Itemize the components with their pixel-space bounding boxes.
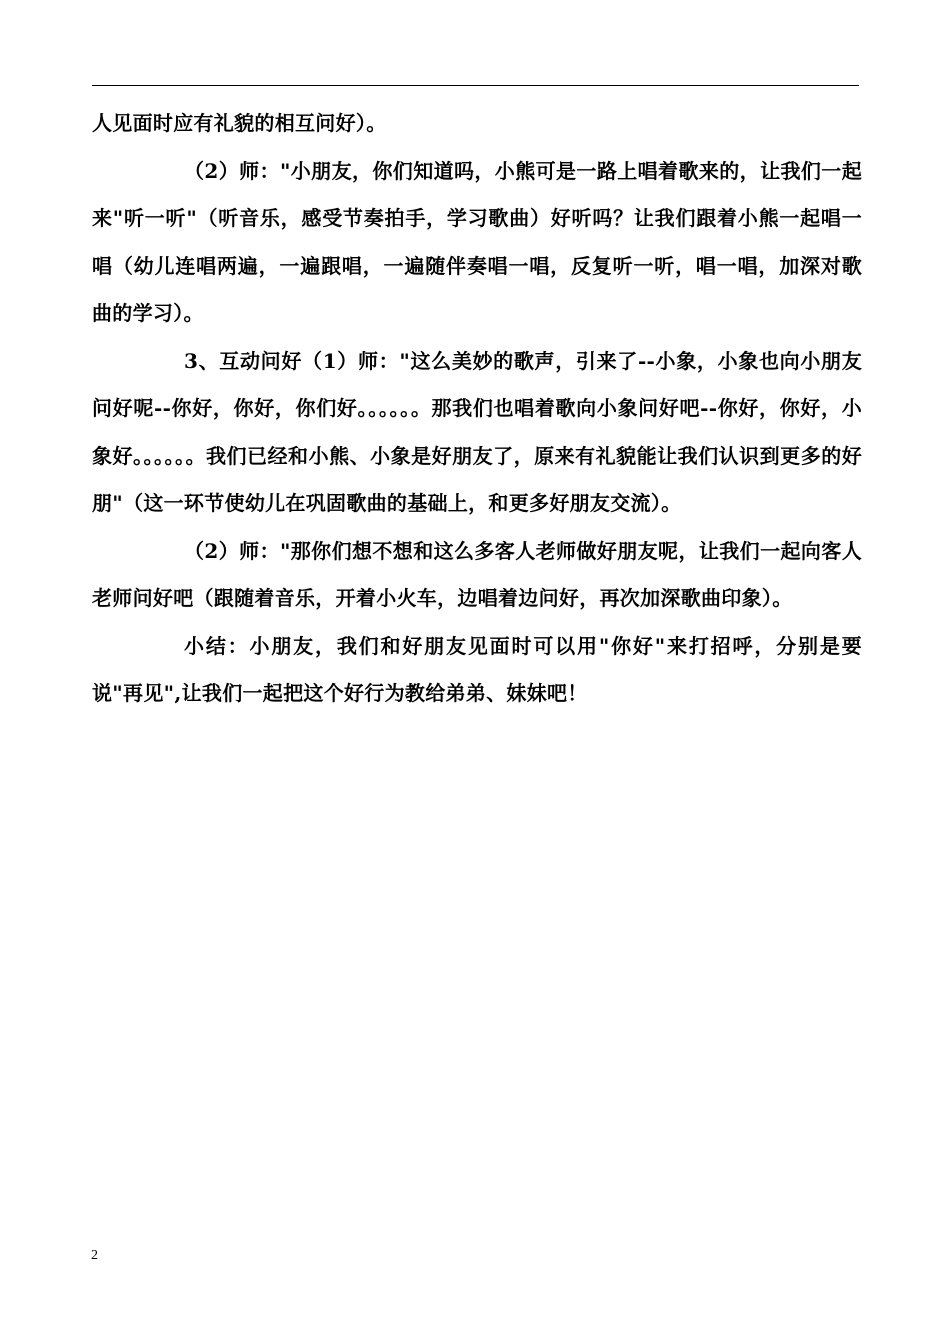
paragraph-4: （2）师："那你们想不想和这么多客人老师做好朋友呢，让我们一起向客人老师问好吧（跟随着音乐，开着小火车，边唱着边问好，再次加深歌曲印象）。 xyxy=(92,538,862,610)
paragraph-1: 人见面时应有礼貌的相互问好）。 xyxy=(92,111,387,135)
paragraph-5: 小结：小朋友，我们和好朋友见面时可以用"你好"来打招呼，分别是要说"再见",让我们一起把这个好行为教给弟弟、妹妹吧！ xyxy=(92,633,862,705)
paragraph-3: 3、互动问好（1）师："这么美妙的歌声，引来了--小象，小象也向小朋友问好呢--你好，你好，你们好。。。。。。那我们也唱着歌向小象问好吧--你好，你好，小象好。。。。。。我们已经和小熊、小象是好朋友了，原来有礼貌能让我们认识到更多的好朋"（这一环节使幼儿在巩固歌曲的基础上，和更多好朋友交流）。 xyxy=(92,348,862,515)
header-rule xyxy=(92,85,859,86)
page-number: 2 xyxy=(91,1248,98,1263)
paragraph-2: （2）师："小朋友，你们知道吗，小熊可是一路上唱着歌来的，让我们一起来"听一听"（听音乐，感受节奏拍手，学习歌曲）好听吗？让我们跟着小熊一起唱一唱（幼儿连唱两遍，一遍跟唱，一遍随伴奏唱一唱，反复听一听，唱一唱，加深对歌曲的学习）。 xyxy=(92,158,862,325)
document-body xyxy=(92,100,862,718)
